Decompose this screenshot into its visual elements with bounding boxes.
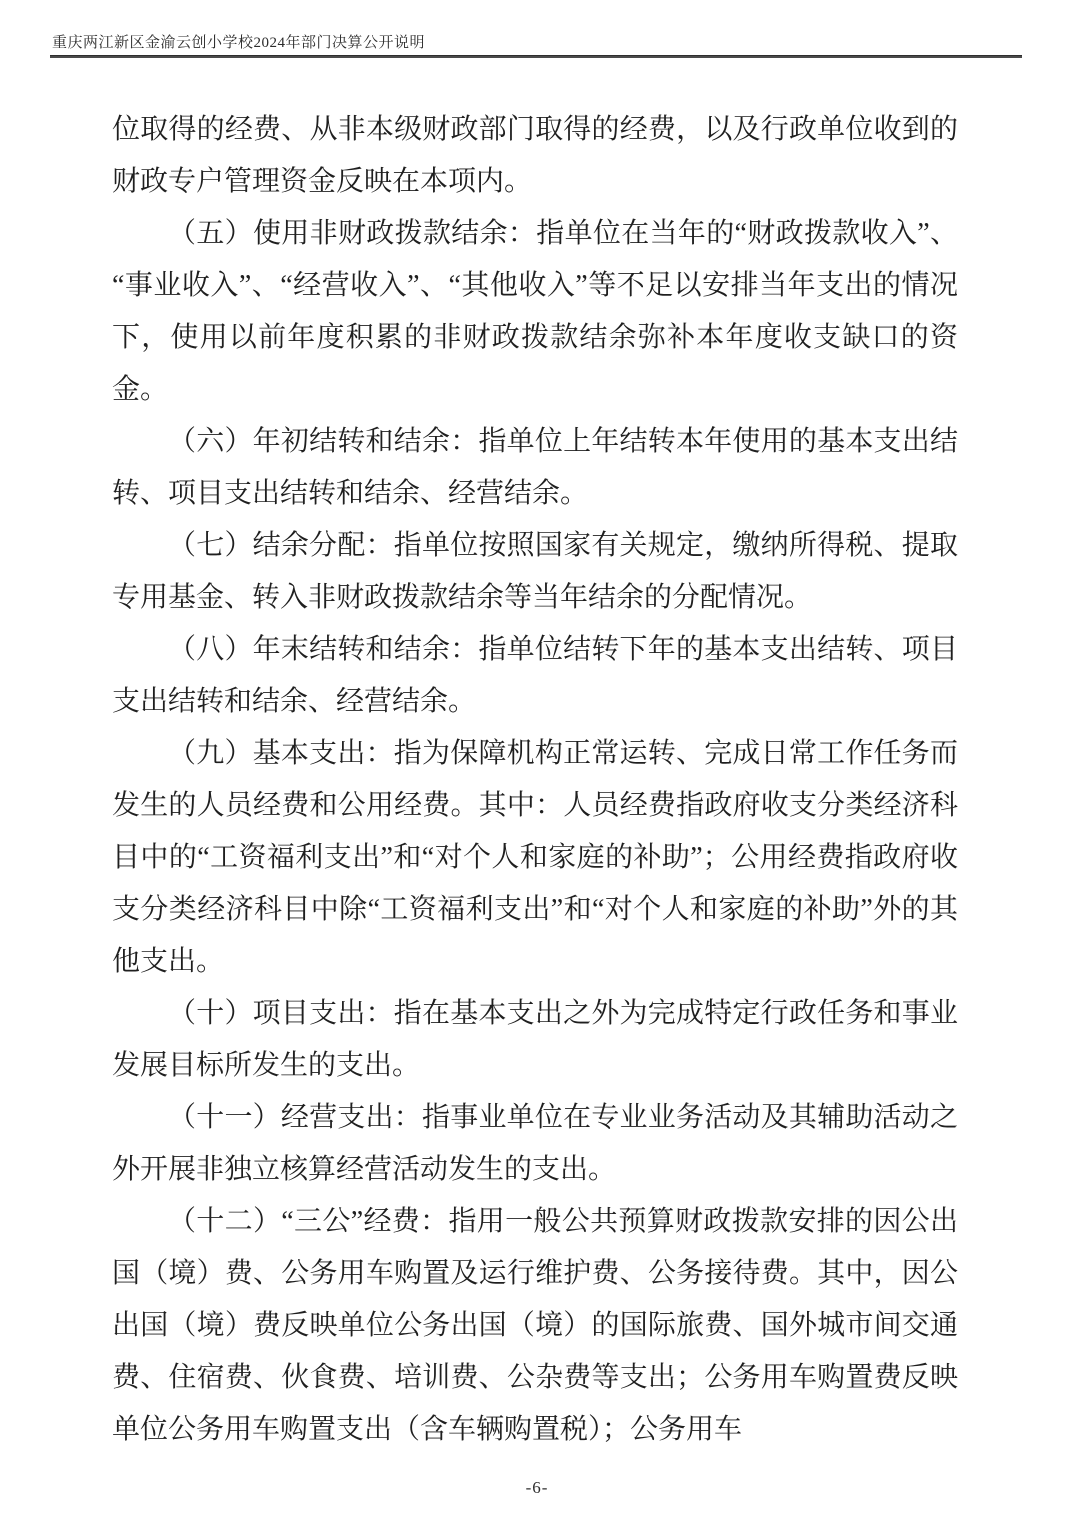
body-paragraph: （十）项目支出：指在基本支出之外为完成特定行政任务和事业发展目标所发生的支出。: [112, 998, 958, 1081]
document-body: [112, 104, 958, 1456]
body-paragraph: （六）年初结转和结余：指单位上年结转本年使用的基本支出结转、项目支出结转和结余、经营结余。: [112, 426, 958, 509]
page-header-title: 重庆两江新区金渝云创小学校2024年部门决算公开说明: [52, 35, 426, 51]
page-number: -6-: [525, 1478, 549, 1497]
header-divider: [50, 55, 1022, 58]
body-paragraph: （九）基本支出：指为保障机构正常运转、完成日常工作任务而发生的人员经费和公用经费。其中：人员经费指政府收支分类经济科目中的“工资福利支出”和“对个人和家庭的补助”；公用经费指政府收支分类经济科目中除“工资福利支出”和“对个人和家庭的补助”外的其他支出。: [112, 738, 958, 977]
body-paragraph: （十二）“三公”经费：指用一般公共预算财政拨款安排的因公出国（境）费、公务用车购置及运行维护费、公务接待费。其中，因公出国（境）费反映单位公务出国（境）的国际旅费、国外城市间交通费、住宿费、伙食费、培训费、公杂费等支出；公务用车购置费反映单位公务用车购置支出（含车辆购置税）；公务用车: [112, 1206, 958, 1445]
body-paragraph: （五）使用非财政拨款结余：指单位在当年的“财政拨款收入”、“事业收入”、“经营收入”、“其他收入”等不足以安排当年支出的情况下，使用以前年度积累的非财政拨款结余弥补本年度收支缺口的资金。: [112, 218, 958, 405]
body-paragraph: （十一）经营支出：指事业单位在专业业务活动及其辅助活动之外开展非独立核算经营活动发生的支出。: [112, 1102, 958, 1185]
body-paragraph: （七）结余分配：指单位按照国家有关规定，缴纳所得税、提取专用基金、转入非财政拨款结余等当年结余的分配情况。: [112, 530, 958, 613]
body-paragraph: 位取得的经费、从非本级财政部门取得的经费，以及行政单位收到的财政专户管理资金反映在本项内。: [112, 114, 958, 197]
body-paragraph: （八）年末结转和结余：指单位结转下年的基本支出结转、项目支出结转和结余、经营结余。: [112, 634, 958, 717]
